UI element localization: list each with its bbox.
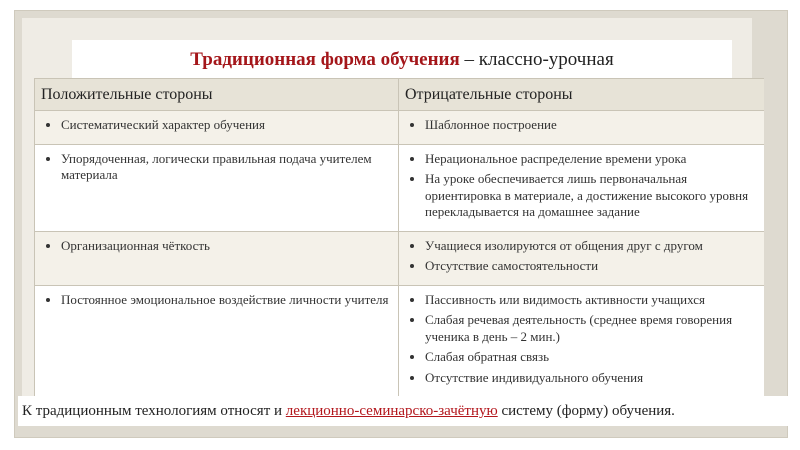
negative-cell <box>399 111 765 145</box>
table-header-row <box>35 79 765 111</box>
positive-list <box>43 238 392 255</box>
positive-cell <box>35 285 399 396</box>
list-item: • Постоянное эмоциональное воздействие личности учителя <box>61 292 392 309</box>
negative-cell <box>399 285 765 396</box>
footer-text-after: систему (форму) обучения. <box>497 403 675 419</box>
footer-text-before: К традиционным технологиям относят и <box>22 403 286 419</box>
negative-list <box>407 117 758 134</box>
header-negative: Отрицательные стороны <box>399 79 765 111</box>
positive-cell <box>35 231 399 285</box>
table-row <box>35 144 765 231</box>
list-item: • Нерациональное распределение времени урока <box>425 151 758 168</box>
footer-highlight: лекционно-семинарско-зачётную <box>285 403 498 419</box>
table-row <box>35 111 765 145</box>
list-item: • Упорядоченная, логически правильная подача учителем материала <box>61 151 392 184</box>
positive-list <box>43 151 392 184</box>
footer-note <box>18 396 788 426</box>
list-item: • Слабая обратная связь <box>425 349 758 366</box>
table-row <box>35 285 765 396</box>
list-item: • Пассивность или видимость активности учащихся <box>425 292 758 309</box>
list-item: • Шаблонное построение <box>425 117 758 134</box>
negative-cell <box>399 144 765 231</box>
list-item: • Слабая речевая деятельность (среднее время говорения ученика в день – 2 мин.) <box>425 312 758 345</box>
title-main: Традиционная форма обучения <box>190 49 460 70</box>
list-item: • Отсутствие индивидуального обучения <box>425 370 758 387</box>
list-item: • На уроке обеспечивается лишь первоначальная ориентировка в материале, а достижение высокого уровня перекладывается на домашнее задание <box>425 171 758 221</box>
positive-list <box>43 117 392 134</box>
negative-list <box>407 151 758 221</box>
negative-list <box>407 238 758 275</box>
table-viewport <box>34 78 764 396</box>
list-item: • Систематический характер обучения <box>61 117 392 134</box>
comparison-table <box>34 78 764 396</box>
positive-cell <box>35 111 399 145</box>
positive-cell <box>35 144 399 231</box>
list-item: • Учащиеся изолируются от общения друг с другом <box>425 238 758 255</box>
list-item: • Отсутствие самостоятельности <box>425 258 758 275</box>
header-positive: Положительные стороны <box>35 79 399 111</box>
list-item: • Организационная чёткость <box>61 238 392 255</box>
slide-title <box>72 40 732 78</box>
negative-cell <box>399 231 765 285</box>
positive-list <box>43 292 392 309</box>
title-subtitle: – классно-урочная <box>459 49 614 70</box>
negative-list <box>407 292 758 387</box>
table-body <box>35 111 765 397</box>
table-row <box>35 231 765 285</box>
